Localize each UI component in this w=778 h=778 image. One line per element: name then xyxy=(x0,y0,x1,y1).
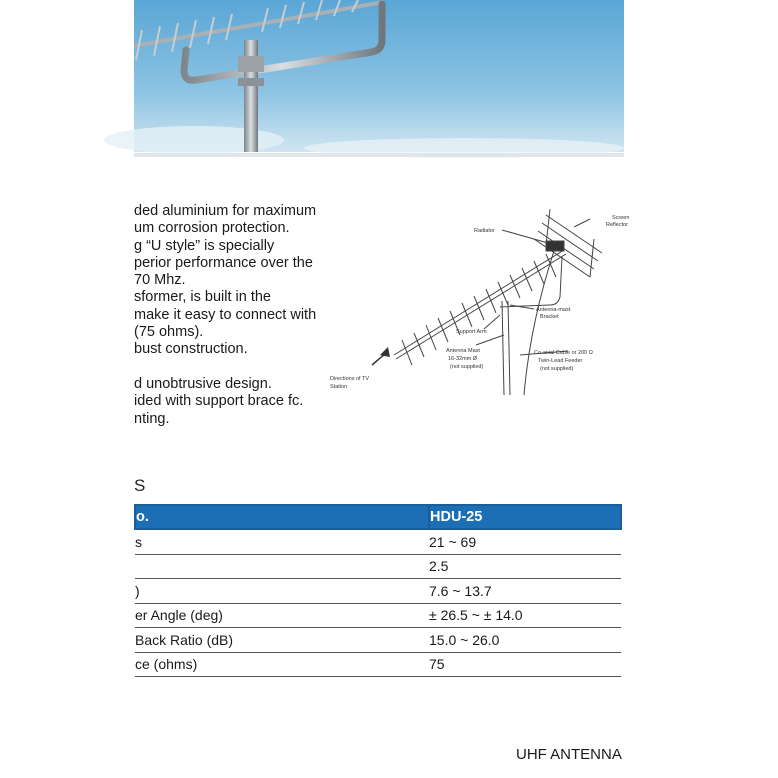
spec-label: ) xyxy=(135,579,429,604)
table-row xyxy=(135,579,621,604)
spec-value: 75 xyxy=(429,652,621,677)
label-directions-1: Directions of TV xyxy=(330,376,370,382)
spec-sheet-page xyxy=(134,0,630,778)
footer-caption: UHF ANTENNA xyxy=(516,746,622,763)
feature-line: g “U style” is specially xyxy=(134,237,275,254)
antenna-photo-image xyxy=(134,0,624,152)
label-mast-bracket-2: Bracket xyxy=(540,314,559,320)
specs-header-row xyxy=(135,505,621,529)
spec-label xyxy=(135,554,429,579)
photo-divider xyxy=(134,153,624,157)
spec-label: ce (ohms) xyxy=(135,652,429,677)
label-antenna-mast-2: 16-32mm Ø xyxy=(448,356,478,362)
label-screen-reflector-1: Screen xyxy=(612,215,630,221)
antenna-diagram xyxy=(324,205,630,405)
spec-value: ± 26.5 ~ ± 14.0 xyxy=(429,603,621,628)
feature-line: 70 Mhz. xyxy=(134,272,186,289)
label-radiator: Radiator xyxy=(474,228,495,234)
spec-value: 21 ~ 69 xyxy=(429,529,621,554)
feature-line: ded aluminium for maximum xyxy=(134,203,317,219)
table-row xyxy=(135,628,621,653)
feature-line: nting. xyxy=(134,410,170,427)
spec-value: 2.5 xyxy=(429,554,621,579)
antenna-photo xyxy=(134,0,624,152)
table-row xyxy=(135,603,621,628)
label-directions-2: Station xyxy=(330,384,348,390)
feature-line: (75 ohms). xyxy=(134,324,204,341)
label-coaxial-3: (not supplied) xyxy=(540,366,574,372)
specs-heading: S xyxy=(134,476,146,495)
label-antenna-mast-1: Antenna Mast xyxy=(446,348,480,354)
feature-line: d unobtrusive design. xyxy=(134,375,272,392)
feature-line: sformer, is built in the xyxy=(134,289,271,306)
spec-label: s xyxy=(135,529,429,554)
table-row xyxy=(135,529,621,554)
spec-label: er Angle (deg) xyxy=(135,603,429,628)
spec-value: 15.0 ~ 26.0 xyxy=(429,628,621,653)
label-screen-reflector-2: Reflector xyxy=(606,222,629,228)
feature-line: ided with support brace fc. xyxy=(134,393,304,410)
specs-header-model: HDU-25 xyxy=(429,505,621,529)
label-coaxial-1: Co-axial Cable or 200 Ω xyxy=(534,350,593,356)
feature-line: bust construction. xyxy=(134,341,248,358)
label-coaxial-2: Twin-Lead Feeder xyxy=(538,358,583,364)
direction-arrow-icon xyxy=(380,347,390,357)
specs-table xyxy=(134,504,622,677)
specs-header-label: o. xyxy=(135,505,429,529)
feature-line: perior performance over the xyxy=(134,254,313,271)
spec-label: Back Ratio (dB) xyxy=(135,628,429,653)
feature-line: make it easy to connect with xyxy=(134,306,317,323)
feature-line xyxy=(134,359,344,376)
label-support-arm: Support Arm xyxy=(456,329,487,335)
spec-value: 7.6 ~ 13.7 xyxy=(429,579,621,604)
label-antenna-mast-3: (not supplied) xyxy=(450,364,484,370)
label-mast-bracket-1: Antenna-mast xyxy=(536,307,571,313)
feature-line: um corrosion protection. xyxy=(134,220,290,237)
table-row xyxy=(135,554,621,579)
features-list xyxy=(134,203,344,428)
table-row xyxy=(135,652,621,677)
direction-arrow-line xyxy=(372,353,386,365)
